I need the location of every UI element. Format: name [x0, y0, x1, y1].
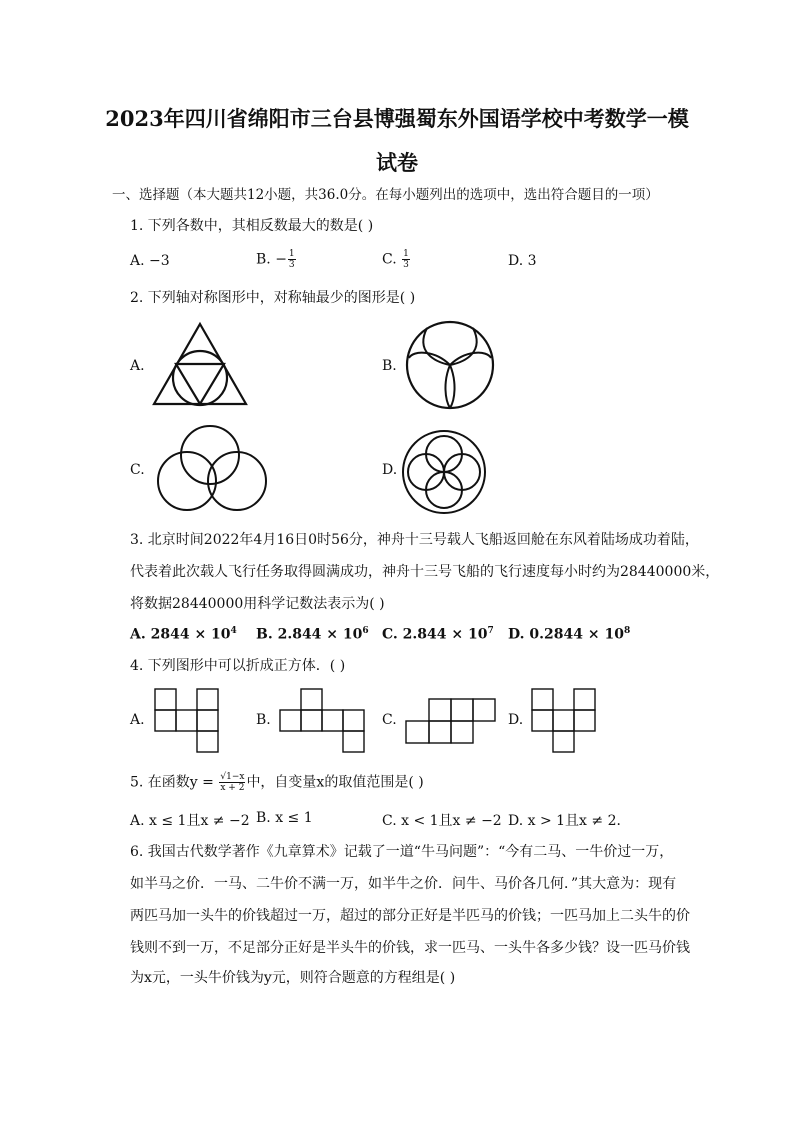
- q3-line3: 将数据28440000用科学记数法表示为( ): [130, 596, 385, 612]
- q1-stem: 1. 下列各数中，其相反数最大的数是( ): [130, 218, 374, 234]
- q6-line5: 为x元，一头牛价钱为y元，则符合题意的方程组是( ): [130, 970, 456, 986]
- q2-figure-c: [150, 425, 270, 515]
- q2-figure-b: [405, 320, 495, 410]
- exam-title-line1: 2023年四川省绵阳市三台县博强蜀东外国语学校中考数学一模: [105, 106, 689, 131]
- q6-line3: 两匹马加一头牛的价钱超过一万，超过的部分正好是半匹马的价钱；一匹马加上二头牛的价: [130, 908, 690, 924]
- q3-line1: 3. 北京时间2022年4月16日0时56分，神舟十三号载人飞船返回舱在东风着陆场成功着陆，: [130, 532, 699, 548]
- q5-option-d: D. x > 1且x ≠ 2．: [508, 813, 631, 829]
- q2-option-d-label: D.: [382, 462, 398, 478]
- q4-stem: 4. 下列图形中可以折成正方体．( ): [130, 658, 346, 674]
- fraction: $\frac{1}{3}$: [288, 249, 295, 270]
- q3-line2: 代表着此次载人飞行任务取得圆满成功，神舟十三号飞船的飞行速度每小时约为28440000米，: [130, 564, 720, 580]
- q4-option-c-label: C.: [382, 712, 397, 728]
- q1-option-b: B. − $\frac{1}{3}$: [256, 249, 295, 270]
- q1-option-c: C. $\frac{1}{3}$: [382, 249, 409, 270]
- q5-option-c: C. x < 1且x ≠ −2: [382, 813, 502, 829]
- q6-line1: 6. 我国古代数学著作《九章算术》记载了一道“牛马问题”：“今有二马、一牛价过一万，: [130, 844, 674, 860]
- q1-option-d: D. 3: [508, 253, 537, 269]
- q6-line4: 钱则不到一万，不足部分正好是半头牛的价钱，求一匹马、一头牛各多少钱？设一匹马价钱: [130, 940, 690, 956]
- q4-figure-d: [531, 688, 597, 754]
- q2-option-b-label: B.: [382, 358, 397, 374]
- q3-option-a: A. $2844 \times 10^4$: [130, 626, 237, 643]
- q2-stem: 2. 下列轴对称图形中，对称轴最少的图形是( ): [130, 290, 416, 306]
- q4-option-a-label: A.: [130, 712, 145, 728]
- q4-option-d-label: D.: [508, 712, 524, 728]
- q1-option-a: A. −3: [130, 253, 170, 269]
- q2-option-c-label: C.: [130, 462, 145, 478]
- q4-figure-b: [279, 688, 369, 754]
- q2-figure-a: [150, 320, 250, 410]
- section-heading: 一、选择题（本大题共12小题，共36.0分。在每小题列出的选项中，选出符合题目的一项）: [112, 187, 659, 203]
- function-fraction: $\frac{√1-x}{x + 2}$: [220, 772, 245, 793]
- q6-line2: 如半马之价．一马、二牛价不满一万，如半牛之价．问牛、马价各几何．”其大意为：现有: [130, 876, 677, 892]
- q5-option-b: B. x ≤ 1: [256, 810, 313, 826]
- q2-option-a-label: A.: [130, 358, 145, 374]
- q4-figure-a: [154, 688, 220, 754]
- q4-figure-c: [405, 698, 497, 744]
- q2-figure-d: [400, 430, 490, 515]
- q5-stem: 5. 在函数y = $\frac{√1-x}{x + 2}$ 中，自变量x的取值范围是( ): [130, 772, 424, 793]
- q5-option-a: A. x ≤ 1且x ≠ −2: [130, 813, 250, 829]
- q3-option-c: C. $2.844 \times 10^7$: [382, 626, 494, 643]
- exam-title-line2: 试卷: [376, 150, 418, 175]
- q4-option-b-label: B.: [256, 712, 271, 728]
- fraction: $\frac{1}{3}$: [403, 249, 409, 270]
- q3-option-d: D. $0.2844 \times 10^8$: [508, 626, 631, 643]
- q3-option-b: B. $2.844 \times 10^6$: [256, 626, 369, 643]
